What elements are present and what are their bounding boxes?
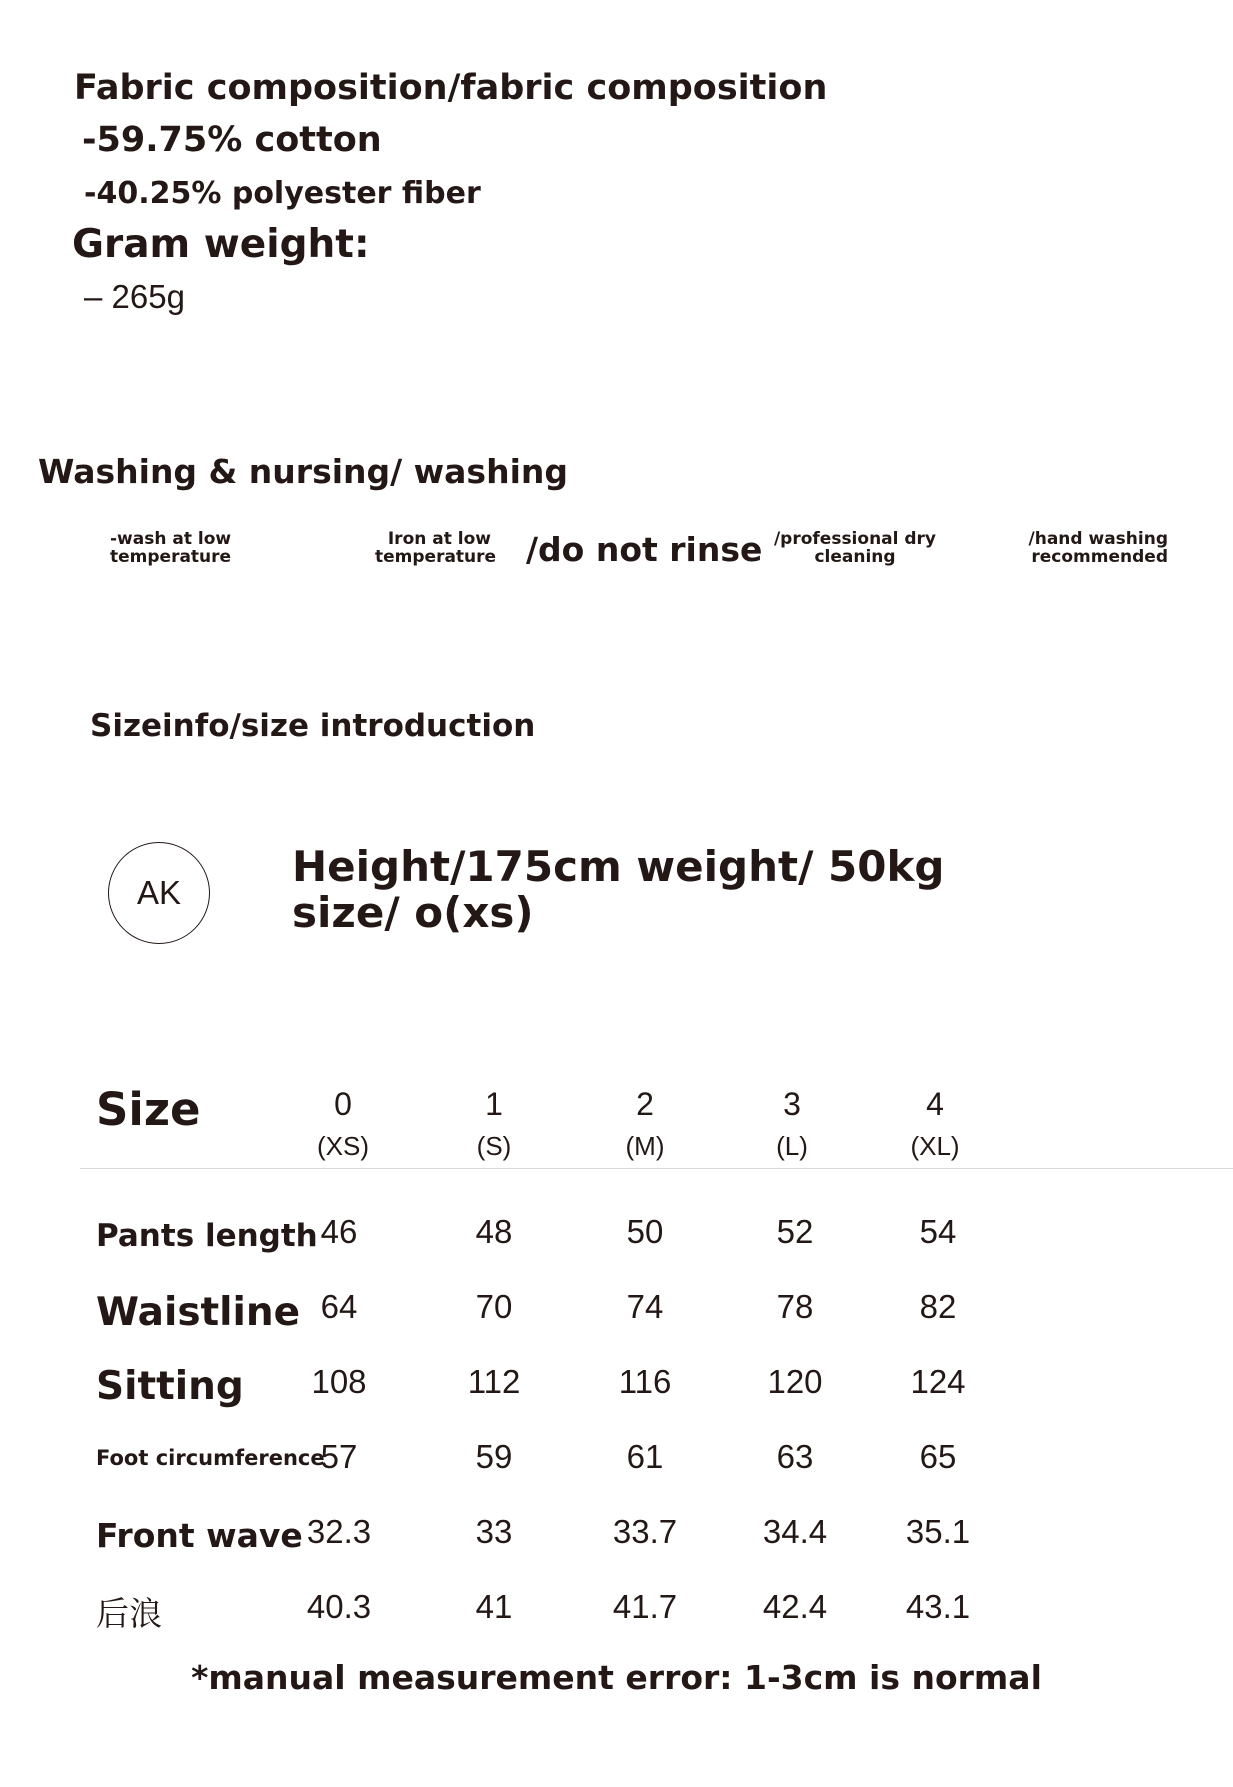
size-column-number: 0 — [334, 1086, 352, 1122]
model-avatar: AK — [108, 842, 210, 944]
care-hand-washing — [1010, 530, 1168, 566]
table-cell: 50 — [626, 1213, 664, 1250]
size-column-label: (S) — [476, 1131, 512, 1161]
care-label-line2: temperature — [375, 547, 497, 567]
care-label-line1: /professional dry — [773, 529, 937, 549]
table-cell: 41 — [475, 1588, 513, 1625]
size-info-title: Sizeinfo/size introduction — [90, 708, 536, 744]
table-cell: 116 — [618, 1363, 672, 1400]
size-column-number: 3 — [783, 1086, 801, 1122]
fabric-polyester-line: -40.25% polyester fiber — [84, 176, 481, 211]
table-cell: 52 — [776, 1213, 814, 1250]
washing-title: Washing & nursing/ washing — [38, 452, 568, 491]
size-column-number: 4 — [926, 1086, 944, 1122]
measurement-footnote: *manual measurement error: 1-3cm is normal — [191, 1658, 1042, 1697]
table-cell: 70 — [475, 1288, 513, 1325]
table-cell: 59 — [475, 1438, 513, 1475]
table-cell: 124 — [910, 1363, 966, 1400]
table-cell: 40.3 — [306, 1588, 372, 1625]
size-table-header: Size — [96, 1083, 201, 1136]
care-label-line2: cleaning — [814, 547, 896, 567]
table-cell: 108 — [311, 1363, 367, 1400]
model-size: size/ o(xs) — [292, 888, 534, 937]
row-label-back-wave: 后浪 — [96, 1594, 162, 1633]
size-column-label: (XS) — [317, 1131, 369, 1161]
table-cell: 112 — [467, 1363, 521, 1400]
gram-weight-value: – 265g — [84, 278, 185, 315]
table-cell: 57 — [320, 1438, 358, 1475]
size-column-number: 2 — [636, 1086, 654, 1122]
table-cell: 32.3 — [306, 1513, 372, 1550]
care-label-line1: -wash at low — [110, 529, 232, 549]
gram-weight-title: Gram weight: — [72, 222, 370, 267]
care-label-line1: /hand washing — [1028, 529, 1168, 549]
table-divider — [80, 1168, 1233, 1169]
row-label-pants-length: Pants length — [96, 1218, 318, 1254]
fabric-cotton-line: -59.75% cotton — [82, 120, 382, 160]
table-cell: 78 — [776, 1288, 814, 1325]
size-column-label: (L) — [776, 1131, 808, 1161]
table-cell: 63 — [776, 1438, 814, 1475]
care-iron-low-temp — [375, 529, 497, 567]
row-label-front-wave: Front wave — [96, 1516, 303, 1555]
table-cell: 42.4 — [762, 1588, 828, 1625]
table-cell: 34.4 — [762, 1513, 828, 1550]
care-label-line1: Iron at low — [387, 529, 491, 549]
row-label-sitting: Sitting — [96, 1364, 244, 1409]
care-label-line2: temperature — [110, 547, 232, 567]
table-cell: 74 — [626, 1288, 664, 1325]
table-cell: 54 — [919, 1213, 957, 1250]
size-column-number: 1 — [485, 1086, 503, 1122]
row-label-waistline: Waistline — [96, 1290, 301, 1335]
size-column-label: (M) — [625, 1131, 665, 1161]
fabric-composition-title: Fabric composition/fabric composition — [74, 68, 828, 108]
model-height-weight: Height/175cm weight/ 50kg — [292, 842, 945, 891]
table-cell: 43.1 — [905, 1588, 971, 1625]
table-cell: 64 — [320, 1288, 358, 1325]
table-cell: 61 — [626, 1438, 664, 1475]
table-cell: 82 — [919, 1288, 957, 1325]
table-cell: 48 — [475, 1213, 513, 1250]
care-professional-dry-cleaning — [770, 530, 940, 566]
row-label-foot-circumference: Foot circumference — [96, 1446, 325, 1470]
size-column-label: (XL) — [910, 1131, 960, 1161]
care-wash-low-temp — [110, 530, 231, 566]
care-label-line2: recommended — [1031, 547, 1168, 567]
care-label-line1: /do not rinse — [526, 530, 763, 569]
table-cell: 33 — [475, 1513, 513, 1550]
care-do-not-rinse — [526, 530, 762, 570]
table-cell: 33.7 — [612, 1513, 678, 1550]
table-cell: 35.1 — [905, 1513, 971, 1550]
table-cell: 41.7 — [612, 1588, 678, 1625]
table-cell: 46 — [320, 1213, 358, 1250]
table-cell: 65 — [919, 1438, 957, 1475]
table-cell: 120 — [767, 1363, 823, 1400]
